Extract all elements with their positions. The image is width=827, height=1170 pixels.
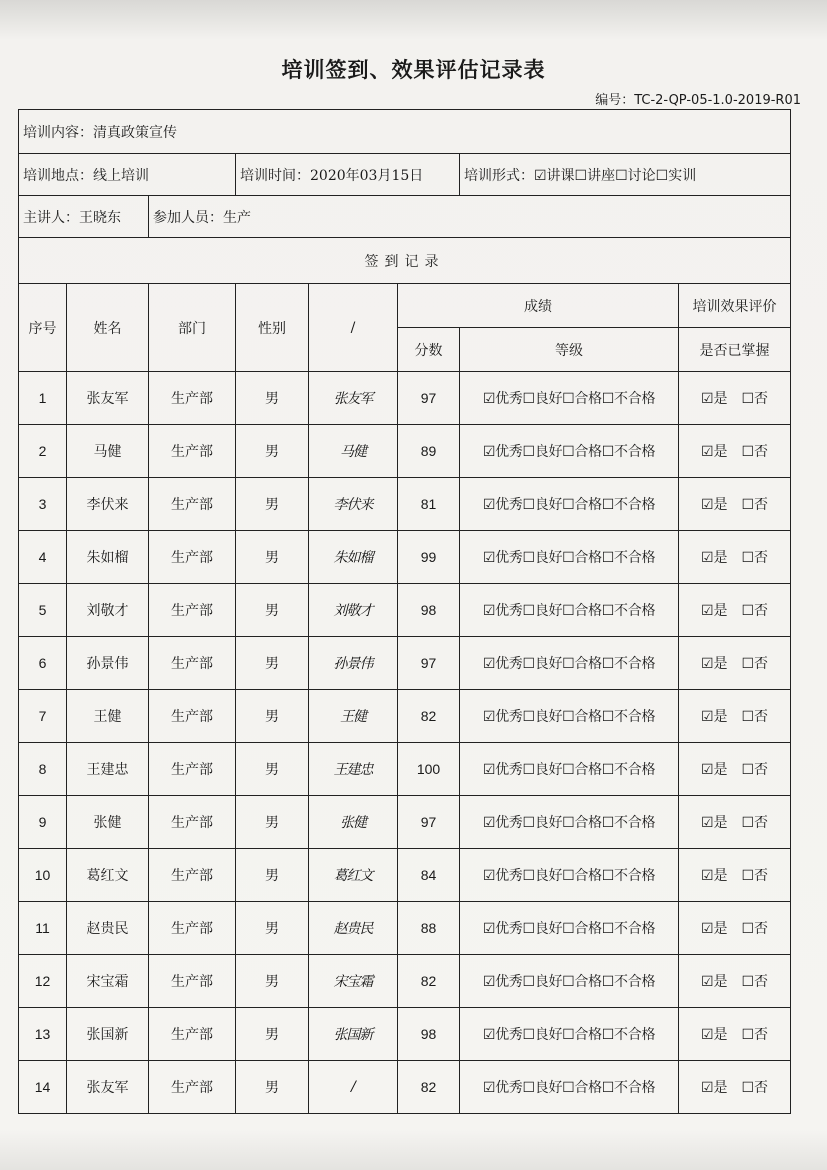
sign-in-form-table	[18, 109, 791, 1114]
row-mastered: ☑是 ☐否	[679, 531, 791, 584]
row-gender: 男	[236, 584, 309, 637]
row-grade: ☑优秀☐良好☐合格☐不合格	[460, 955, 679, 1008]
header-slash: /	[309, 284, 398, 372]
table-row	[19, 1061, 791, 1114]
row-signature: 张友军	[309, 372, 398, 425]
row-name: 刘敬才	[67, 584, 149, 637]
row-number: 6	[19, 637, 67, 690]
row-signature: 王健	[309, 690, 398, 743]
row-dept: 生产部	[149, 955, 236, 1008]
row-mastered: ☑是 ☐否	[679, 584, 791, 637]
table-row	[19, 902, 791, 955]
row-score: 100	[398, 743, 460, 796]
table-row	[19, 478, 791, 531]
training-form-cell: 培训形式：☑讲课☐讲座☐讨论☐实训	[460, 154, 791, 196]
row-mastered: ☑是 ☐否	[679, 637, 791, 690]
row-score: 82	[398, 1061, 460, 1114]
row-number: 7	[19, 690, 67, 743]
row-dept: 生产部	[149, 425, 236, 478]
sign-in-section-title: 签到记录	[19, 238, 791, 284]
row-gender: 男	[236, 531, 309, 584]
lecturer-cell: 主讲人：王晓东	[19, 196, 149, 238]
row-signature: 王建忠	[309, 743, 398, 796]
row-grade: ☑优秀☐良好☐合格☐不合格	[460, 425, 679, 478]
row-mastered: ☑是 ☐否	[679, 955, 791, 1008]
row-grade: ☑优秀☐良好☐合格☐不合格	[460, 743, 679, 796]
row-number: 9	[19, 796, 67, 849]
training-location-cell: 培训地点：线上培训	[19, 154, 236, 196]
row-score: 98	[398, 584, 460, 637]
row-name: 葛红文	[67, 849, 149, 902]
training-content-cell: 培训内容：清真政策宣传	[19, 110, 791, 154]
row-score: 84	[398, 849, 460, 902]
table-row	[19, 1008, 791, 1061]
table-row	[19, 372, 791, 425]
row-mastered: ☑是 ☐否	[679, 902, 791, 955]
row-signature: 葛红文	[309, 849, 398, 902]
row-dept: 生产部	[149, 849, 236, 902]
row-mastered: ☑是 ☐否	[679, 1008, 791, 1061]
row-number: 13	[19, 1008, 67, 1061]
row-gender: 男	[236, 637, 309, 690]
row-grade: ☑优秀☐良好☐合格☐不合格	[460, 690, 679, 743]
header-gender: 性别	[236, 284, 309, 372]
row-signature: 李伏来	[309, 478, 398, 531]
header-score: 分数	[398, 328, 460, 372]
row-dept: 生产部	[149, 902, 236, 955]
row-score: 88	[398, 902, 460, 955]
row-number: 1	[19, 372, 67, 425]
table-row	[19, 796, 791, 849]
row-name: 张友军	[67, 372, 149, 425]
row-mastered: ☑是 ☐否	[679, 796, 791, 849]
row-name: 王健	[67, 690, 149, 743]
row-score: 97	[398, 637, 460, 690]
header-grade: 等级	[460, 328, 679, 372]
row-gender: 男	[236, 1008, 309, 1061]
row-score: 97	[398, 796, 460, 849]
row-signature: 赵贵民	[309, 902, 398, 955]
row-dept: 生产部	[149, 743, 236, 796]
table-row	[19, 955, 791, 1008]
table-row	[19, 637, 791, 690]
table-row	[19, 531, 791, 584]
row-mastered: ☑是 ☐否	[679, 478, 791, 531]
row-mastered: ☑是 ☐否	[679, 690, 791, 743]
form-title: 培训签到、效果评估记录表	[281, 58, 546, 82]
row-grade: ☑优秀☐良好☐合格☐不合格	[460, 849, 679, 902]
row-name: 张国新	[67, 1008, 149, 1061]
participants-cell: 参加人员：生产	[149, 196, 791, 238]
row-gender: 男	[236, 849, 309, 902]
row-number: 3	[19, 478, 67, 531]
row-score: 82	[398, 955, 460, 1008]
row-gender: 男	[236, 955, 309, 1008]
row-gender: 男	[236, 902, 309, 955]
table-row	[19, 849, 791, 902]
row-number: 5	[19, 584, 67, 637]
header-eval-group: 培训效果评价	[679, 284, 791, 328]
row-number: 10	[19, 849, 67, 902]
row-grade: ☑优秀☐良好☐合格☐不合格	[460, 372, 679, 425]
row-gender: 男	[236, 796, 309, 849]
row-score: 82	[398, 690, 460, 743]
row-name: 李伏来	[67, 478, 149, 531]
row-grade: ☑优秀☐良好☐合格☐不合格	[460, 1061, 679, 1114]
row-number: 14	[19, 1061, 67, 1114]
row-name: 王建忠	[67, 743, 149, 796]
table-row	[19, 743, 791, 796]
row-signature: 孙景伟	[309, 637, 398, 690]
row-number: 12	[19, 955, 67, 1008]
row-score: 97	[398, 372, 460, 425]
row-number: 2	[19, 425, 67, 478]
row-dept: 生产部	[149, 690, 236, 743]
row-grade: ☑优秀☐良好☐合格☐不合格	[460, 584, 679, 637]
row-gender: 男	[236, 372, 309, 425]
row-number: 11	[19, 902, 67, 955]
document-number: 编号：TC-2-QP-05-1.0-2019-R01	[595, 93, 801, 108]
row-name: 张健	[67, 796, 149, 849]
row-name: 朱如榴	[67, 531, 149, 584]
header-score-group: 成绩	[398, 284, 679, 328]
row-mastered: ☑是 ☐否	[679, 425, 791, 478]
header-mastered: 是否已掌握	[679, 328, 791, 372]
row-dept: 生产部	[149, 372, 236, 425]
row-score: 99	[398, 531, 460, 584]
row-mastered: ☑是 ☐否	[679, 1061, 791, 1114]
row-grade: ☑优秀☐良好☐合格☐不合格	[460, 1008, 679, 1061]
row-dept: 生产部	[149, 796, 236, 849]
row-number: 8	[19, 743, 67, 796]
row-gender: 男	[236, 690, 309, 743]
row-grade: ☑优秀☐良好☐合格☐不合格	[460, 637, 679, 690]
row-number: 4	[19, 531, 67, 584]
row-dept: 生产部	[149, 584, 236, 637]
header-no: 序号	[19, 284, 67, 372]
row-grade: ☑优秀☐良好☐合格☐不合格	[460, 531, 679, 584]
row-gender: 男	[236, 425, 309, 478]
row-score: 89	[398, 425, 460, 478]
row-name: 赵贵民	[67, 902, 149, 955]
row-dept: 生产部	[149, 1061, 236, 1114]
row-gender: 男	[236, 478, 309, 531]
row-mastered: ☑是 ☐否	[679, 372, 791, 425]
row-dept: 生产部	[149, 531, 236, 584]
row-name: 孙景伟	[67, 637, 149, 690]
row-signature: 张国新	[309, 1008, 398, 1061]
row-dept: 生产部	[149, 478, 236, 531]
row-grade: ☑优秀☐良好☐合格☐不合格	[460, 796, 679, 849]
row-score: 98	[398, 1008, 460, 1061]
training-time-cell: 培训时间：2020年03月15日	[236, 154, 460, 196]
table-row	[19, 584, 791, 637]
row-gender: 男	[236, 743, 309, 796]
row-signature: 朱如榴	[309, 531, 398, 584]
row-signature: 宋宝霜	[309, 955, 398, 1008]
row-name: 张友军	[67, 1061, 149, 1114]
row-score: 81	[398, 478, 460, 531]
table-row	[19, 690, 791, 743]
row-grade: ☑优秀☐良好☐合格☐不合格	[460, 478, 679, 531]
row-grade: ☑优秀☐良好☐合格☐不合格	[460, 902, 679, 955]
table-row	[19, 425, 791, 478]
row-dept: 生产部	[149, 1008, 236, 1061]
header-name: 姓名	[67, 284, 149, 372]
row-signature: 刘敬才	[309, 584, 398, 637]
row-signature: /	[309, 1061, 398, 1114]
row-dept: 生产部	[149, 637, 236, 690]
row-mastered: ☑是 ☐否	[679, 743, 791, 796]
row-gender: 男	[236, 1061, 309, 1114]
row-name: 宋宝霜	[67, 955, 149, 1008]
header-dept: 部门	[149, 284, 236, 372]
row-signature: 马健	[309, 425, 398, 478]
row-signature: 张健	[309, 796, 398, 849]
row-mastered: ☑是 ☐否	[679, 849, 791, 902]
row-name: 马健	[67, 425, 149, 478]
